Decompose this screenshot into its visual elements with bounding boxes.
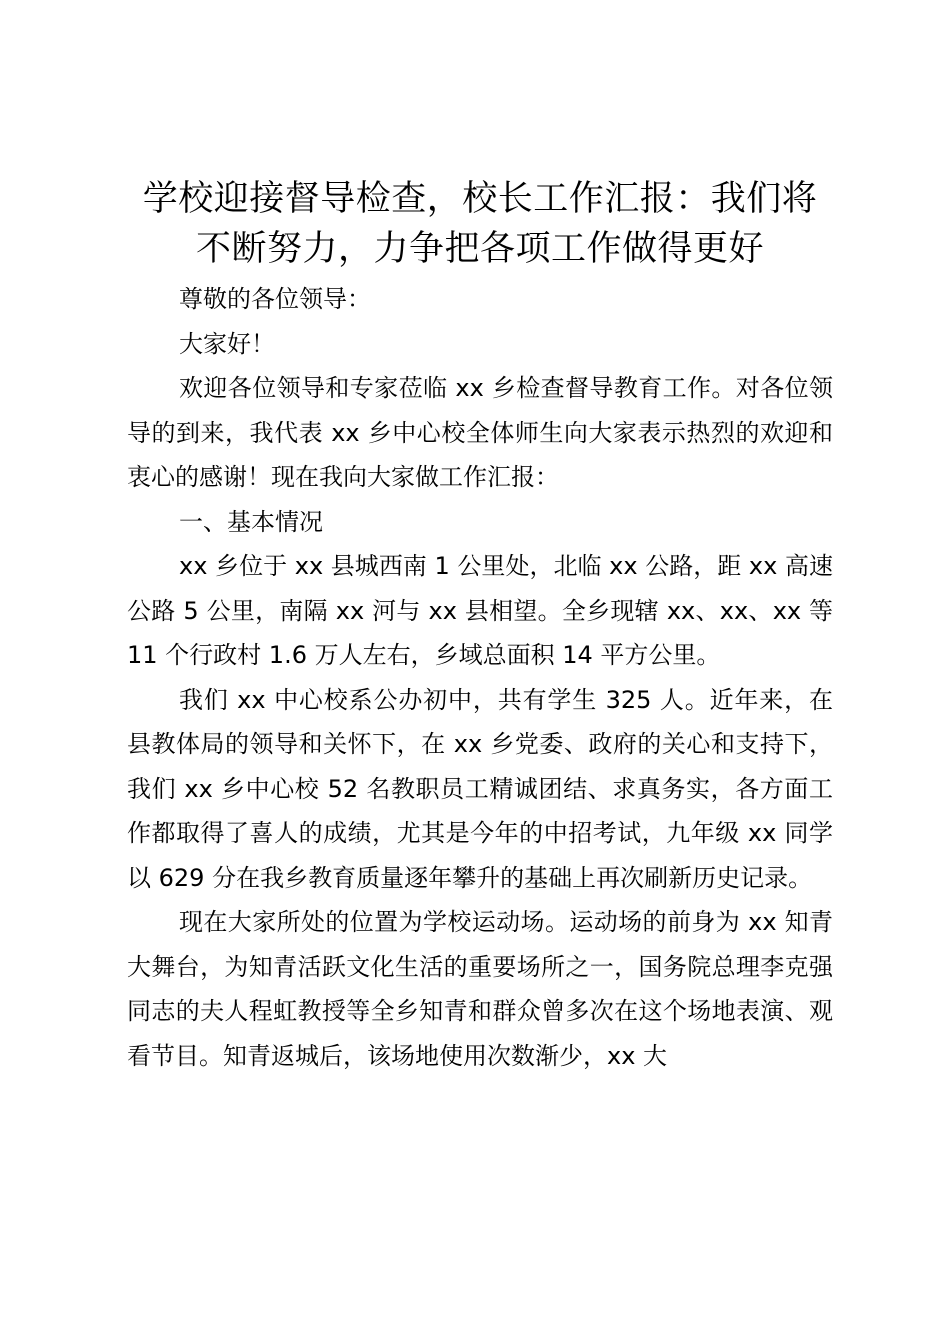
section-heading-basic-info: 一、基本情况: [179, 507, 323, 536]
document-page: [127, 174, 833, 1078]
greeting: 大家好！: [179, 329, 275, 358]
salutation: 尊敬的各位领导：: [179, 285, 371, 313]
document-title: 学校迎接督导检查，校长工作汇报：我们将不断努力，力争把各项工作做得更好: [142, 179, 818, 269]
paragraph-sports-field: 现在大家所处的位置为学校运动场。运动场的前身为 xx 知青大舞台，为知青活跃文化生活的重要场所之一，国务院总理李克强同志的夫人程虹教授等全乡知青和群众曾多次在这个场地表演、观看节目。知青返城后，该场地使用次数渐少，xx 大: [127, 908, 833, 1070]
paragraph-school-overview: 我们 xx 中心校系公办初中，共有学生 325 人。近年来，在县教体局的领导和关怀下，在 xx 乡党委、政府的关心和支持下，我们 xx 乡中心校 52 名教职员工精诚团结、求真务实，各方面工作都取得了喜人的成绩，尤其是今年的中招考试，九年级 xx 同学以 629 分在我乡教育质量逐年攀升的基础上再次刷新历史记录。: [127, 685, 833, 892]
paragraph-location: xx 乡位于 xx 县城西南 1 公里处，北临 xx 公路，距 xx 高速公路 5 公里，南隔 xx 河与 xx 县相望。全乡现辖 xx、xx、xx 等 11 个行政村 1.6 万人左右，乡域总面积 14 平方公里。: [127, 552, 833, 669]
paragraph-welcome: 欢迎各位领导和专家莅临 xx 乡检查督导教育工作。对各位领导的到来，我代表 xx 乡中心校全体师生向大家表示热烈的欢迎和衷心的感谢！现在我向大家做工作汇报：: [127, 374, 833, 491]
